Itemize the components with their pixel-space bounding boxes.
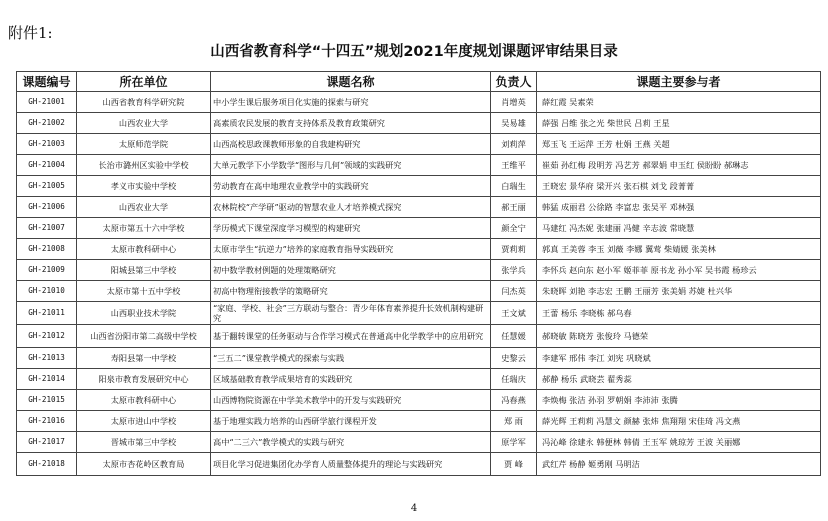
cell-unit: 太原市第十五中学校 bbox=[77, 281, 211, 302]
table-row bbox=[17, 113, 821, 134]
cell-unit: 太原市教科研中心 bbox=[77, 390, 211, 411]
cell-participants: 薛红霞 吴素荣 bbox=[537, 92, 821, 113]
table-body bbox=[17, 92, 821, 476]
cell-code: GH-21006 bbox=[17, 197, 77, 218]
cell-project-name: 初高中物理衔接教学的策略研究 bbox=[211, 281, 491, 302]
cell-participants: 李怀兵 赵向东 赵小军 姬菲菲 原书龙 孙小军 吴书霞 杨珍云 bbox=[537, 260, 821, 281]
cell-project-name: 基于地理实践力培养的山西研学旅行课程开发 bbox=[211, 411, 491, 432]
table-row bbox=[17, 281, 821, 302]
cell-code: GH-21009 bbox=[17, 260, 77, 281]
results-table bbox=[16, 71, 821, 476]
column-header-unit: 所在单位 bbox=[77, 72, 211, 92]
cell-leader: 闫杰英 bbox=[491, 281, 537, 302]
cell-code: GH-21018 bbox=[17, 453, 77, 476]
cell-project-name: 山西博物院资源在中学美术教学中的开发与实践研究 bbox=[211, 390, 491, 411]
table-row bbox=[17, 239, 821, 260]
cell-project-name: 项目化学习促进集团化办学育人质量整体提升的理论与实践研究 bbox=[211, 453, 491, 476]
table-row bbox=[17, 453, 821, 476]
cell-project-name: “三五二”课堂教学模式的探索与实践 bbox=[211, 348, 491, 369]
cell-unit: 山西省汾阳市第二高级中学校 bbox=[77, 325, 211, 348]
cell-leader: 郑 雨 bbox=[491, 411, 537, 432]
cell-participants: 郭真 王美蓉 李玉 刘薇 李娜 翼莺 柴婧媛 张美林 bbox=[537, 239, 821, 260]
table-row bbox=[17, 155, 821, 176]
cell-project-name: 高素质农民发展的教育支持体系及教育政策研究 bbox=[211, 113, 491, 134]
cell-code: GH-21011 bbox=[17, 302, 77, 325]
cell-leader: 史黎云 bbox=[491, 348, 537, 369]
table-row bbox=[17, 369, 821, 390]
cell-project-name: 农林院校“产学研”驱动的智慧农业人才培养模式探究 bbox=[211, 197, 491, 218]
cell-participants: 郝静 杨乐 武晓芸 翟秀蕊 bbox=[537, 369, 821, 390]
cell-unit: 山西农业大学 bbox=[77, 197, 211, 218]
cell-project-name: 基于翻转课堂的任务驱动与合作学习模式在普通高中化学教学中的应用研究 bbox=[211, 325, 491, 348]
cell-code: GH-21014 bbox=[17, 369, 77, 390]
cell-unit: 长治市潞州区实验中学校 bbox=[77, 155, 211, 176]
cell-unit: 孝义市实验中学校 bbox=[77, 176, 211, 197]
cell-unit: 山西农业大学 bbox=[77, 113, 211, 134]
cell-leader: 贾 峰 bbox=[491, 453, 537, 476]
cell-leader: 冯春燕 bbox=[491, 390, 537, 411]
cell-project-name: 初中数学教材例题的处理策略研究 bbox=[211, 260, 491, 281]
table-row bbox=[17, 92, 821, 113]
cell-unit: 太原市教科研中心 bbox=[77, 239, 211, 260]
cell-leader: 原学军 bbox=[491, 432, 537, 453]
table-row bbox=[17, 411, 821, 432]
document-title: 山西省教育科学“十四五”规划2021年度规划课题评审结果目录 bbox=[210, 44, 618, 60]
cell-unit: 太原市进山中学校 bbox=[77, 411, 211, 432]
cell-participants: 王晓宏 景华府 梁开兴 张石棋 刘戈 段菁菁 bbox=[537, 176, 821, 197]
attachment-label: 附件1: bbox=[8, 24, 53, 42]
cell-participants: 武红芹 杨静 姬勇刚 马明洁 bbox=[537, 453, 821, 476]
cell-code: GH-21016 bbox=[17, 411, 77, 432]
cell-participants: 薛强 吕维 张之光 柴世民 吕莉 王星 bbox=[537, 113, 821, 134]
column-header-name: 课题名称 bbox=[211, 72, 491, 92]
cell-code: GH-21007 bbox=[17, 218, 77, 239]
cell-project-name: “家庭、学校、社会”三方联动与整合：青少年体育素养提升长效机制构建研究 bbox=[211, 302, 491, 325]
cell-leader: 白瑞生 bbox=[491, 176, 537, 197]
cell-project-name: 中小学生课后服务项目化实施的探索与研究 bbox=[211, 92, 491, 113]
cell-project-name: 太原市学生“抗逆力”培养的家庭教育指导实践研究 bbox=[211, 239, 491, 260]
cell-unit: 寿阳县第一中学校 bbox=[77, 348, 211, 369]
table-row bbox=[17, 390, 821, 411]
cell-unit: 晋城市第三中学校 bbox=[77, 432, 211, 453]
cell-unit: 太原市杏花岭区教育局 bbox=[77, 453, 211, 476]
table-row bbox=[17, 218, 821, 239]
cell-project-name: 学历模式下课堂深度学习模型的构建研究 bbox=[211, 218, 491, 239]
cell-project-name: 高中“二三六”教学模式的实践与研究 bbox=[211, 432, 491, 453]
cell-participants: 冯沁峰 徐建永 韩便林 韩倩 王玉军 姚琼芳 王波 关丽娜 bbox=[537, 432, 821, 453]
cell-code: GH-21002 bbox=[17, 113, 77, 134]
cell-code: GH-21017 bbox=[17, 432, 77, 453]
table-row bbox=[17, 260, 821, 281]
cell-participants: 韩猛 成丽君 公徐路 李富忠 张吴平 邓林强 bbox=[537, 197, 821, 218]
cell-leader: 郝王丽 bbox=[491, 197, 537, 218]
cell-project-name: 劳动教育在高中地理农业教学中的实践研究 bbox=[211, 176, 491, 197]
cell-leader: 贾莉莉 bbox=[491, 239, 537, 260]
cell-leader: 王文斌 bbox=[491, 302, 537, 325]
cell-participants: 李焕梅 张洁 孙羽 罗朝娟 李沛沛 张腾 bbox=[537, 390, 821, 411]
cell-participants: 崔茹 孙红梅 段明芳 冯艺芳 郝翠娟 申玉红 侯盼盼 郝琳志 bbox=[537, 155, 821, 176]
cell-code: GH-21004 bbox=[17, 155, 77, 176]
cell-unit: 太原师范学院 bbox=[77, 134, 211, 155]
cell-participants: 郝晓敏 陈晓芳 张俊玲 马德荣 bbox=[537, 325, 821, 348]
cell-unit: 山西省教育科学研究院 bbox=[77, 92, 211, 113]
cell-unit: 阳城县第三中学校 bbox=[77, 260, 211, 281]
table-row bbox=[17, 432, 821, 453]
page-number: 4 bbox=[410, 503, 418, 514]
cell-participants: 朱晓晖 刘艳 李志宏 王鹏 王丽芳 张美娟 苏婕 杜兴华 bbox=[537, 281, 821, 302]
cell-leader: 肖增英 bbox=[491, 92, 537, 113]
cell-participants: 马建红 冯杰妮 张建丽 冯健 辛志波 常晓慧 bbox=[537, 218, 821, 239]
table-row bbox=[17, 325, 821, 348]
column-header-participants: 课题主要参与者 bbox=[537, 72, 821, 92]
cell-code: GH-21012 bbox=[17, 325, 77, 348]
cell-unit: 山西职业技术学院 bbox=[77, 302, 211, 325]
cell-leader: 吴易雄 bbox=[491, 113, 537, 134]
cell-code: GH-21001 bbox=[17, 92, 77, 113]
cell-code: GH-21003 bbox=[17, 134, 77, 155]
cell-participants: 王蕾 杨乐 李晓栋 郝乌春 bbox=[537, 302, 821, 325]
table-row bbox=[17, 176, 821, 197]
cell-leader: 任瑞庆 bbox=[491, 369, 537, 390]
cell-code: GH-21005 bbox=[17, 176, 77, 197]
cell-unit: 太原市第五十六中学校 bbox=[77, 218, 211, 239]
cell-code: GH-21013 bbox=[17, 348, 77, 369]
cell-project-name: 山西高校思政课教师形象的自我建构研究 bbox=[211, 134, 491, 155]
cell-participants: 李建军 邢伟 李江 刘宪 巩晓斌 bbox=[537, 348, 821, 369]
cell-project-name: 大单元教学下小学数学“图形与几何”领域的实践研究 bbox=[211, 155, 491, 176]
table-header-row bbox=[17, 72, 821, 92]
column-header-code: 课题编号 bbox=[17, 72, 77, 92]
cell-code: GH-21008 bbox=[17, 239, 77, 260]
cell-participants: 郑玉飞 王运萍 王芳 杜娟 王燕 关超 bbox=[537, 134, 821, 155]
cell-leader: 刘莉萍 bbox=[491, 134, 537, 155]
cell-leader: 张学兵 bbox=[491, 260, 537, 281]
cell-unit: 阳泉市教育发展研究中心 bbox=[77, 369, 211, 390]
cell-participants: 薛光辉 王莉莉 冯慧文 颜赫 张炜 焦翔翔 宋佳琦 冯文燕 bbox=[537, 411, 821, 432]
cell-leader: 任慧媛 bbox=[491, 325, 537, 348]
table-row bbox=[17, 348, 821, 369]
table-row bbox=[17, 302, 821, 325]
column-header-leader: 负责人 bbox=[491, 72, 537, 92]
cell-code: GH-21015 bbox=[17, 390, 77, 411]
cell-leader: 王维平 bbox=[491, 155, 537, 176]
table-row bbox=[17, 134, 821, 155]
table-row bbox=[17, 197, 821, 218]
cell-project-name: 区域基础教育教学成果培育的实践研究 bbox=[211, 369, 491, 390]
cell-code: GH-21010 bbox=[17, 281, 77, 302]
cell-leader: 颜全宁 bbox=[491, 218, 537, 239]
